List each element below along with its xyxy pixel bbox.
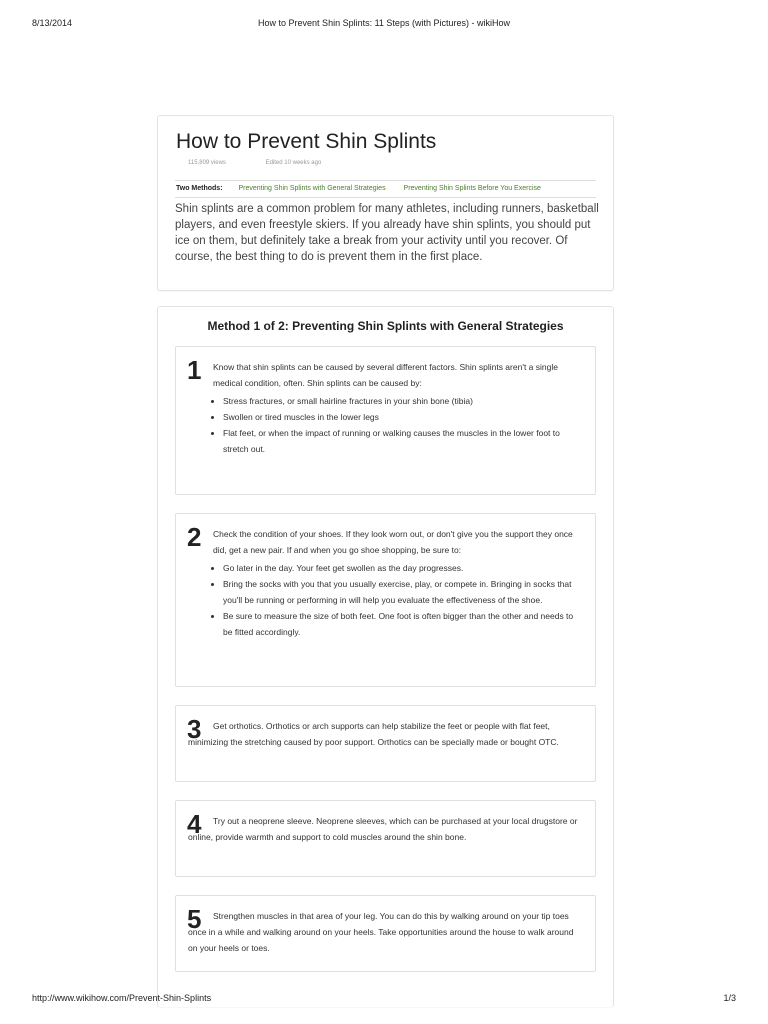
- step-bullet: • Be sure to measure the size of both feet. One foot is often bigger than the other and needs to be fitted accordingly.: [223, 608, 581, 640]
- step-number: 2: [187, 522, 202, 552]
- methods-label: Two Methods:: [176, 185, 223, 192]
- step-text: Know that shin splints can be caused by several different factors. Shin splints aren't a single medical condition, often. Shin splints can be caused by:: [213, 362, 558, 388]
- page-number: 1/3: [723, 993, 736, 1003]
- article-intro-card: [157, 115, 614, 291]
- step-card: [175, 513, 596, 687]
- intro-paragraph: Shin splints are a common problem for many athletes, including runners, basketball players, and even freestyle skiers. If you already have shin splints, you should put ice on them, but definitely take a break from your activity until you recover. Of course, the best thing to do is prevent them in the first place.: [175, 203, 599, 263]
- step-card: [175, 346, 596, 495]
- step-number: 4: [187, 809, 202, 839]
- step-text: Check the condition of your shoes. If they look worn out, or don't give you the support they once did, get a new pair. If and when you go shoe shopping, be sure to:: [213, 529, 573, 555]
- methods-nav: [175, 180, 596, 198]
- step-number: 1: [187, 355, 202, 385]
- article-meta: [188, 160, 359, 166]
- step-bullet: • Stress fractures, or small hairline fractures in your shin bone (tibia): [223, 393, 581, 409]
- edited-time: Edited 10 weeks ago: [265, 160, 322, 166]
- page-url: http://www.wikihow.com/Prevent-Shin-Splints: [32, 993, 212, 1003]
- step-text: Try out a neoprene sleeve. Neoprene sleeves, which can be purchased at your local drugstore or online, provide warmth and support to cold muscles around the shin bone.: [188, 816, 578, 842]
- step-bullet: • Bring the socks with you that you usually exercise, play, or compete in. Bringing in socks that you'll be running or performing in will help you evaluate the effectiveness of the shoe.: [223, 576, 581, 608]
- step-bullet: • Swollen or tired muscles in the lower legs: [223, 409, 581, 425]
- article-title: How to Prevent Shin Splints: [176, 130, 437, 153]
- step-body: [213, 526, 581, 640]
- step-text: Get orthotics. Orthotics or arch supports can help stabilize the feet or people with flat feet, minimizing the stretching caused by poor support. Orthotics can be specially made or bought OTC.: [188, 721, 559, 747]
- method-title: Method 1 of 2: Preventing Shin Splints with General Strategies: [207, 319, 564, 333]
- step-number: 3: [187, 714, 202, 744]
- step-bullet: • Flat feet, or when the impact of running or walking causes the muscles in the lower foot to stretch out.: [223, 425, 581, 457]
- step-bullet-list: [213, 393, 581, 457]
- print-date: 8/13/2014: [32, 18, 73, 28]
- step-body: [213, 359, 581, 457]
- step-bullet-list: [213, 560, 581, 640]
- view-count: 115,809 views: [188, 160, 226, 166]
- step-card: [175, 895, 596, 972]
- method-link-before-exercise[interactable]: Preventing Shin Splints Before You Exercise: [403, 185, 541, 192]
- step-card: [175, 800, 596, 877]
- step-text: Strengthen muscles in that area of your leg. You can do this by walking around on your tip toes once in a while and walking around on your heels. Take opportunities around the house to walk around on your heels or toes.: [188, 911, 574, 953]
- step-card: [175, 705, 596, 782]
- print-page-title: How to Prevent Shin Splints: 11 Steps (with Pictures) - wikiHow: [258, 18, 510, 28]
- step-bullet: • Go later in the day. Your feet get swollen as the day progresses.: [223, 560, 581, 576]
- method-1-section: [157, 306, 614, 1007]
- method-link-general-strategies[interactable]: Preventing Shin Splints with General Strategies: [238, 185, 386, 192]
- step-number: 5: [187, 904, 202, 934]
